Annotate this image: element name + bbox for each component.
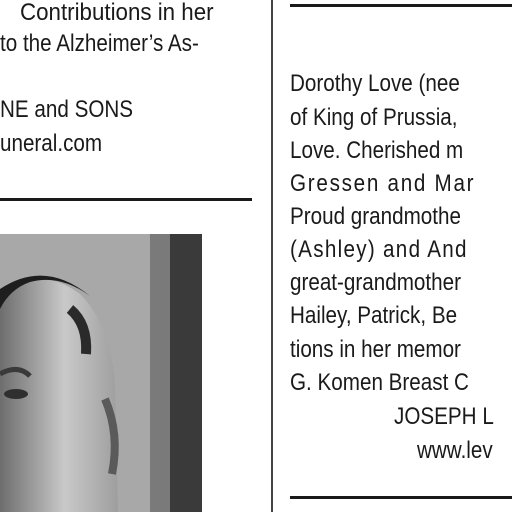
obit-line-2: of King of Prussia, <box>290 104 458 131</box>
left-text-line-1: Contributions in her <box>20 0 214 26</box>
obit-line-1: Dorothy Love (nee <box>290 70 460 97</box>
obit-line-8: Hailey, Patrick, Be <box>290 302 458 329</box>
funeral-home-website-right: www.lev <box>417 437 493 464</box>
column-separator <box>271 0 273 512</box>
funeral-home-name-right: JOSEPH L <box>394 403 494 430</box>
funeral-home-website: uneral.com <box>0 130 103 157</box>
left-text-line-2: to the Alzheimer’s As- <box>0 30 199 57</box>
obit-line-5: Proud grandmothe <box>290 203 461 230</box>
portrait-photo-icon <box>0 234 202 512</box>
obit-line-3: Love. Cherished m <box>290 137 464 164</box>
portrait-photo <box>0 234 202 512</box>
obit-line-7: great-grandmother <box>290 269 461 296</box>
obit-line-4: Gressen and Mar <box>290 170 476 197</box>
obit-line-9: tions in her memor <box>290 336 461 363</box>
obit-line-6: (Ashley) and And <box>290 236 468 263</box>
left-divider-rule <box>0 198 252 201</box>
right-top-rule <box>290 4 512 7</box>
right-bottom-rule <box>290 496 512 499</box>
obit-line-10: G. Komen Breast C <box>290 369 469 396</box>
funeral-home-name: NE and SONS <box>0 96 134 123</box>
